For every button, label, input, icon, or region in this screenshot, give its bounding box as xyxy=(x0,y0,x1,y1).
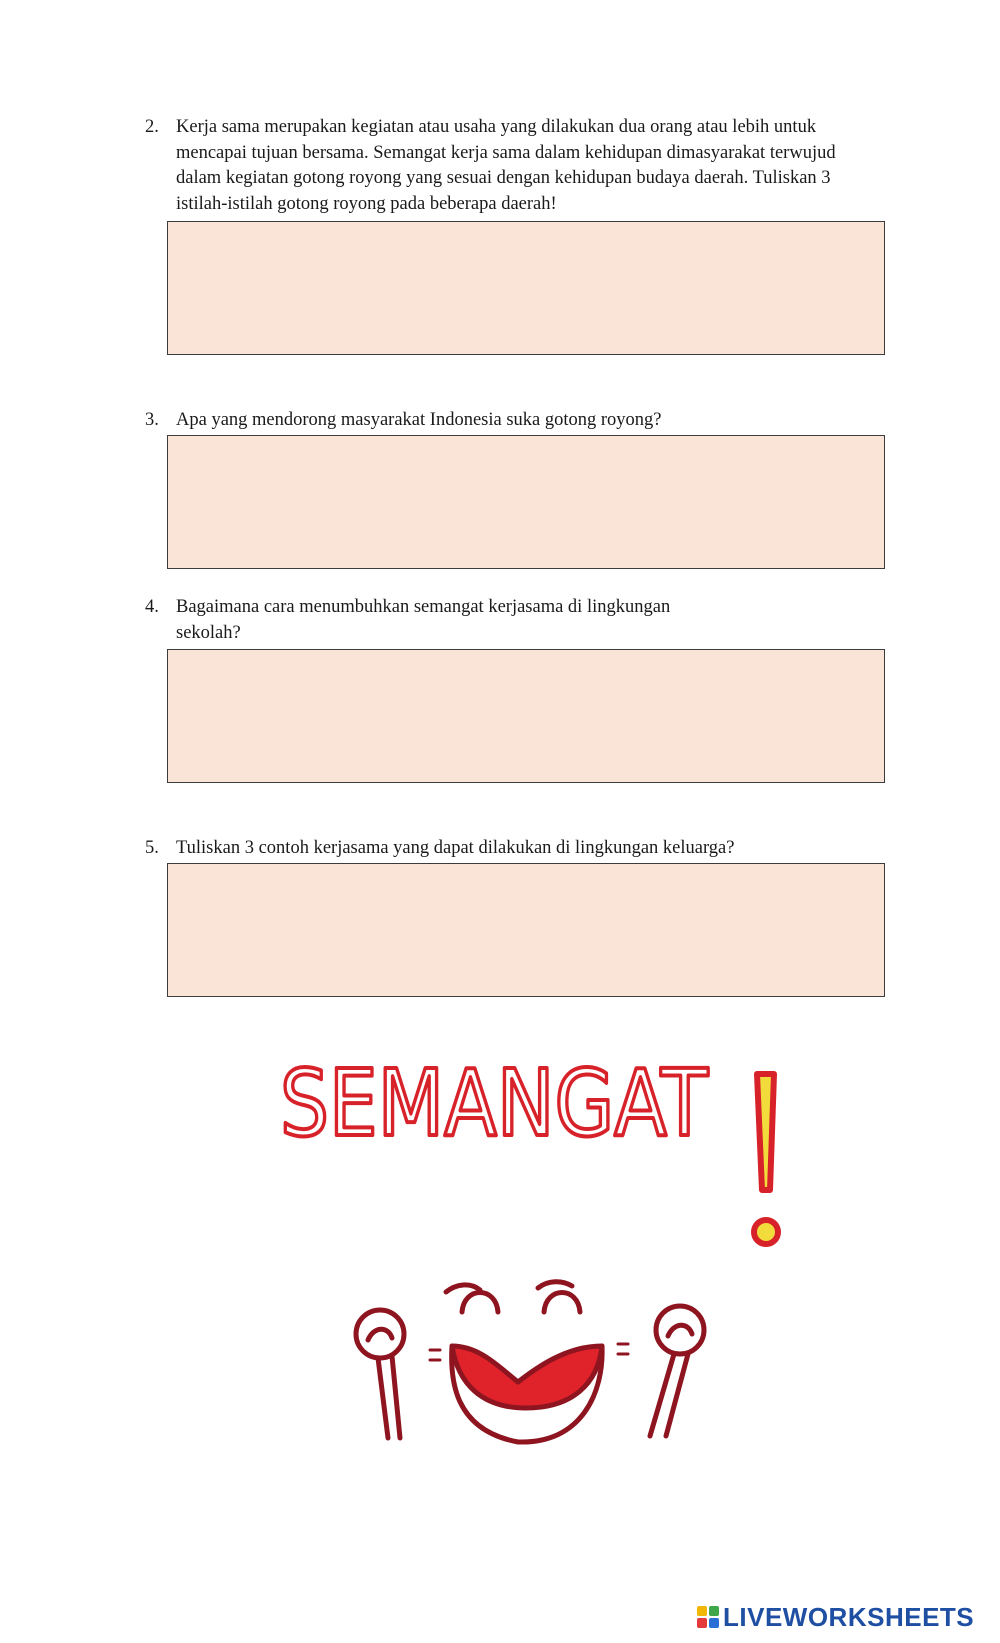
liveworksheets-brand xyxy=(697,1602,974,1632)
question-number: 4. xyxy=(145,597,159,617)
question-text: Bagaimana cara menumbuhkan semangat kerjasama di lingkungan sekolah? xyxy=(176,597,671,643)
semangat-word: SEMANGAT xyxy=(280,1050,709,1157)
question-4 xyxy=(145,595,885,646)
question-number: 5. xyxy=(145,838,159,858)
question-text: Kerja sama merupakan kegiatan atau usaha yang dilakukan dua orang atau lebih untuk mencapai tujuan bersama. Semangat kerja sama dalam kehidupan dimasyarakat terwujud dalam kegiatan gotong royong yang sesuai dengan kehidupan budaya daerah. Tuliskan 3 istilah-istilah gotong royong pada beberapa daerah! xyxy=(176,117,836,214)
liveworksheets-logo-icon xyxy=(697,1606,719,1628)
question-text: Apa yang mendorong masyarakat Indonesia suka gotong royong? xyxy=(176,410,662,430)
answer-box-3[interactable] xyxy=(167,435,885,569)
semangat-illustration xyxy=(270,1040,800,1470)
happy-face-icon xyxy=(356,1282,704,1442)
question-number: 3. xyxy=(145,410,159,430)
brand-label: LIVEWORKSHEETS xyxy=(723,1601,975,1632)
question-3 xyxy=(145,408,885,434)
question-number: 2. xyxy=(145,117,159,137)
question-5 xyxy=(145,836,885,862)
exclamation-icon xyxy=(754,1074,778,1244)
answer-box-4[interactable] xyxy=(167,649,885,783)
question-2 xyxy=(145,115,885,217)
question-text: Tuliskan 3 contoh kerjasama yang dapat dilakukan di lingkungan keluarga? xyxy=(176,838,735,858)
answer-box-2[interactable] xyxy=(167,221,885,355)
answer-box-5[interactable] xyxy=(167,863,885,997)
